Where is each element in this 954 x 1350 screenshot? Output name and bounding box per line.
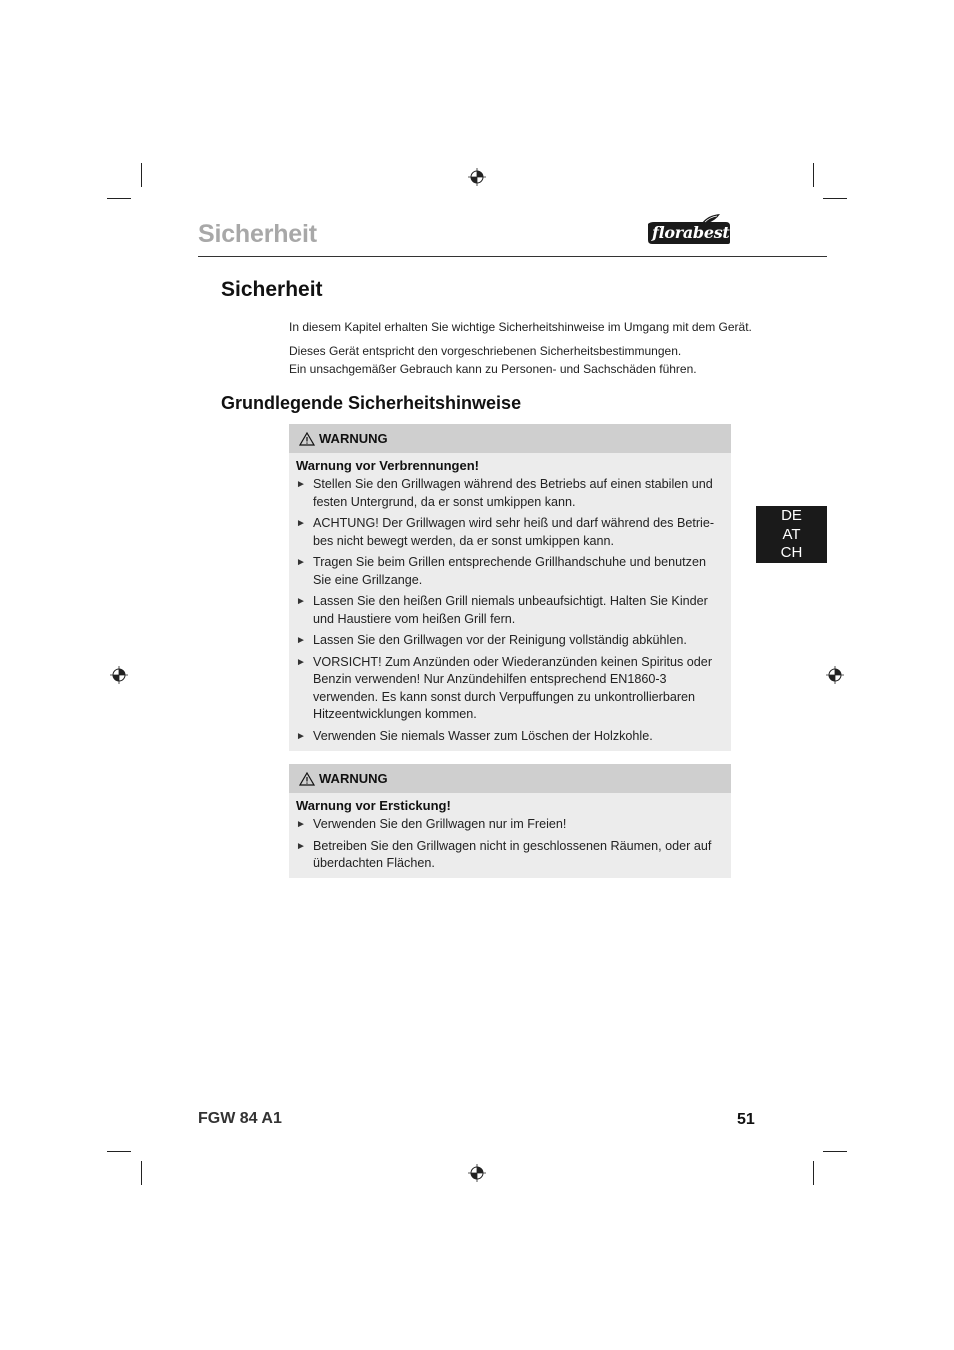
crop-mark-bottom-right-h <box>823 1151 847 1152</box>
warning-triangle-icon <box>299 432 315 446</box>
list-item-text: Stellen Sie den Grillwagen während des Betriebs auf einen stabilen und festen Untergrund, da er sonst umkippen kann. <box>313 477 713 509</box>
warning-heading: Warnung vor Verbrennungen! <box>296 458 479 473</box>
arrow-bullet-icon: ► <box>296 557 306 568</box>
warning-box <box>289 764 731 878</box>
list-item <box>296 515 723 550</box>
brand-logo <box>646 214 732 246</box>
arrow-bullet-icon: ► <box>296 656 306 668</box>
crop-mark-bottom-left-v <box>141 1161 142 1185</box>
registration-mark-icon <box>826 666 844 684</box>
crop-mark-top-left-v <box>141 163 142 187</box>
registration-mark-icon <box>110 666 128 684</box>
warning-triangle-icon <box>299 772 315 786</box>
list-item <box>296 728 723 746</box>
list-item-text: ACHTUNG! Der Grillwagen wird sehr heiß und darf während des Betriebes nicht bewegt werden, da er sonst umkippen kann. <box>313 516 715 548</box>
running-header-title: Sicherheit <box>198 220 317 248</box>
language-code: AT <box>782 525 801 543</box>
list-item-text: VORSICHT! Zum Anzünden oder Wiederanzünden keinen Spiritus oder Benzin verwenden! Nur Anzündehilfen entsprechend EN1860-3 verwenden. Es kann sonst durch Verpuffungen zu unkontrollierbaren Hitzeentwicklungen kommen. <box>313 654 713 721</box>
arrow-bullet-icon: ► <box>296 635 306 646</box>
header-rule <box>198 256 827 257</box>
arrow-bullet-icon: ► <box>296 596 306 607</box>
warning-box <box>289 424 731 751</box>
intro-paragraph: Ein unsachgemäßer Gebrauch kann zu Personen- und Sachschäden führen. <box>289 362 697 376</box>
warning-header <box>289 764 731 793</box>
list-item-text: Lassen Sie den heißen Grill niemals unbeaufsichtigt. Halten Sie Kinder und Haustiere vom heißen Grill fern. <box>313 594 708 626</box>
arrow-bullet-icon: ► <box>296 840 306 852</box>
leaf-icon <box>702 214 720 223</box>
warning-label: WARNUNG <box>319 431 388 446</box>
model-number: FGW 84 A1 <box>198 1110 282 1127</box>
list-item <box>296 816 723 834</box>
list-item <box>296 632 723 650</box>
subsection-title: Grundlegende Sicherheitshinweise <box>221 393 522 413</box>
list-item <box>296 476 723 511</box>
list-item <box>296 838 723 873</box>
crop-mark-top-right-v <box>813 163 814 187</box>
warning-list <box>289 476 731 753</box>
page-number: 51 <box>737 1111 755 1128</box>
brand-name: florabest <box>652 223 730 242</box>
registration-mark-icon <box>468 1164 486 1182</box>
registration-mark-icon <box>468 168 486 186</box>
intro-paragraph: Dieses Gerät entspricht den vorgeschriebenen Sicherheitsbestimmungen. <box>289 344 682 358</box>
warning-label: WARNUNG <box>319 771 388 786</box>
list-item-text: Verwenden Sie niemals Wasser zum Löschen der Holzkohle. <box>313 728 653 743</box>
warning-header <box>289 424 731 453</box>
warning-heading: Warnung vor Erstickung! <box>296 798 451 813</box>
list-item-text: Verwenden Sie den Grillwagen nur im Freien! <box>313 817 567 831</box>
list-item-text: Tragen Sie beim Grillen entsprechende Grillhandschuhe und benutzen Sie eine Grillzange. <box>313 555 706 587</box>
list-item <box>296 654 723 724</box>
language-code: CH <box>780 544 803 561</box>
language-tab <box>756 506 827 563</box>
crop-mark-top-right-h <box>823 198 847 199</box>
list-item-text: Lassen Sie den Grillwagen vor der Reinigung vollständig abkühlen. <box>313 633 687 647</box>
arrow-bullet-icon: ► <box>296 730 306 742</box>
arrow-bullet-icon: ► <box>296 819 306 830</box>
crop-mark-bottom-right-v <box>813 1161 814 1185</box>
section-title: Sicherheit <box>221 278 323 301</box>
list-item <box>296 593 723 628</box>
warning-list <box>289 816 731 881</box>
crop-mark-bottom-left-h <box>107 1151 131 1152</box>
arrow-bullet-icon: ► <box>296 479 306 490</box>
arrow-bullet-icon: ► <box>296 518 306 529</box>
list-item-text: Betreiben Sie den Grillwagen nicht in geschlossenen Räumen, oder auf überdachten Flächen. <box>313 838 712 870</box>
language-code: DE <box>781 507 802 524</box>
crop-mark-top-left-h <box>107 198 131 199</box>
list-item <box>296 554 723 589</box>
intro-paragraph: In diesem Kapitel erhalten Sie wichtige Sicherheitshinweise im Umgang mit dem Gerät. <box>289 320 752 334</box>
